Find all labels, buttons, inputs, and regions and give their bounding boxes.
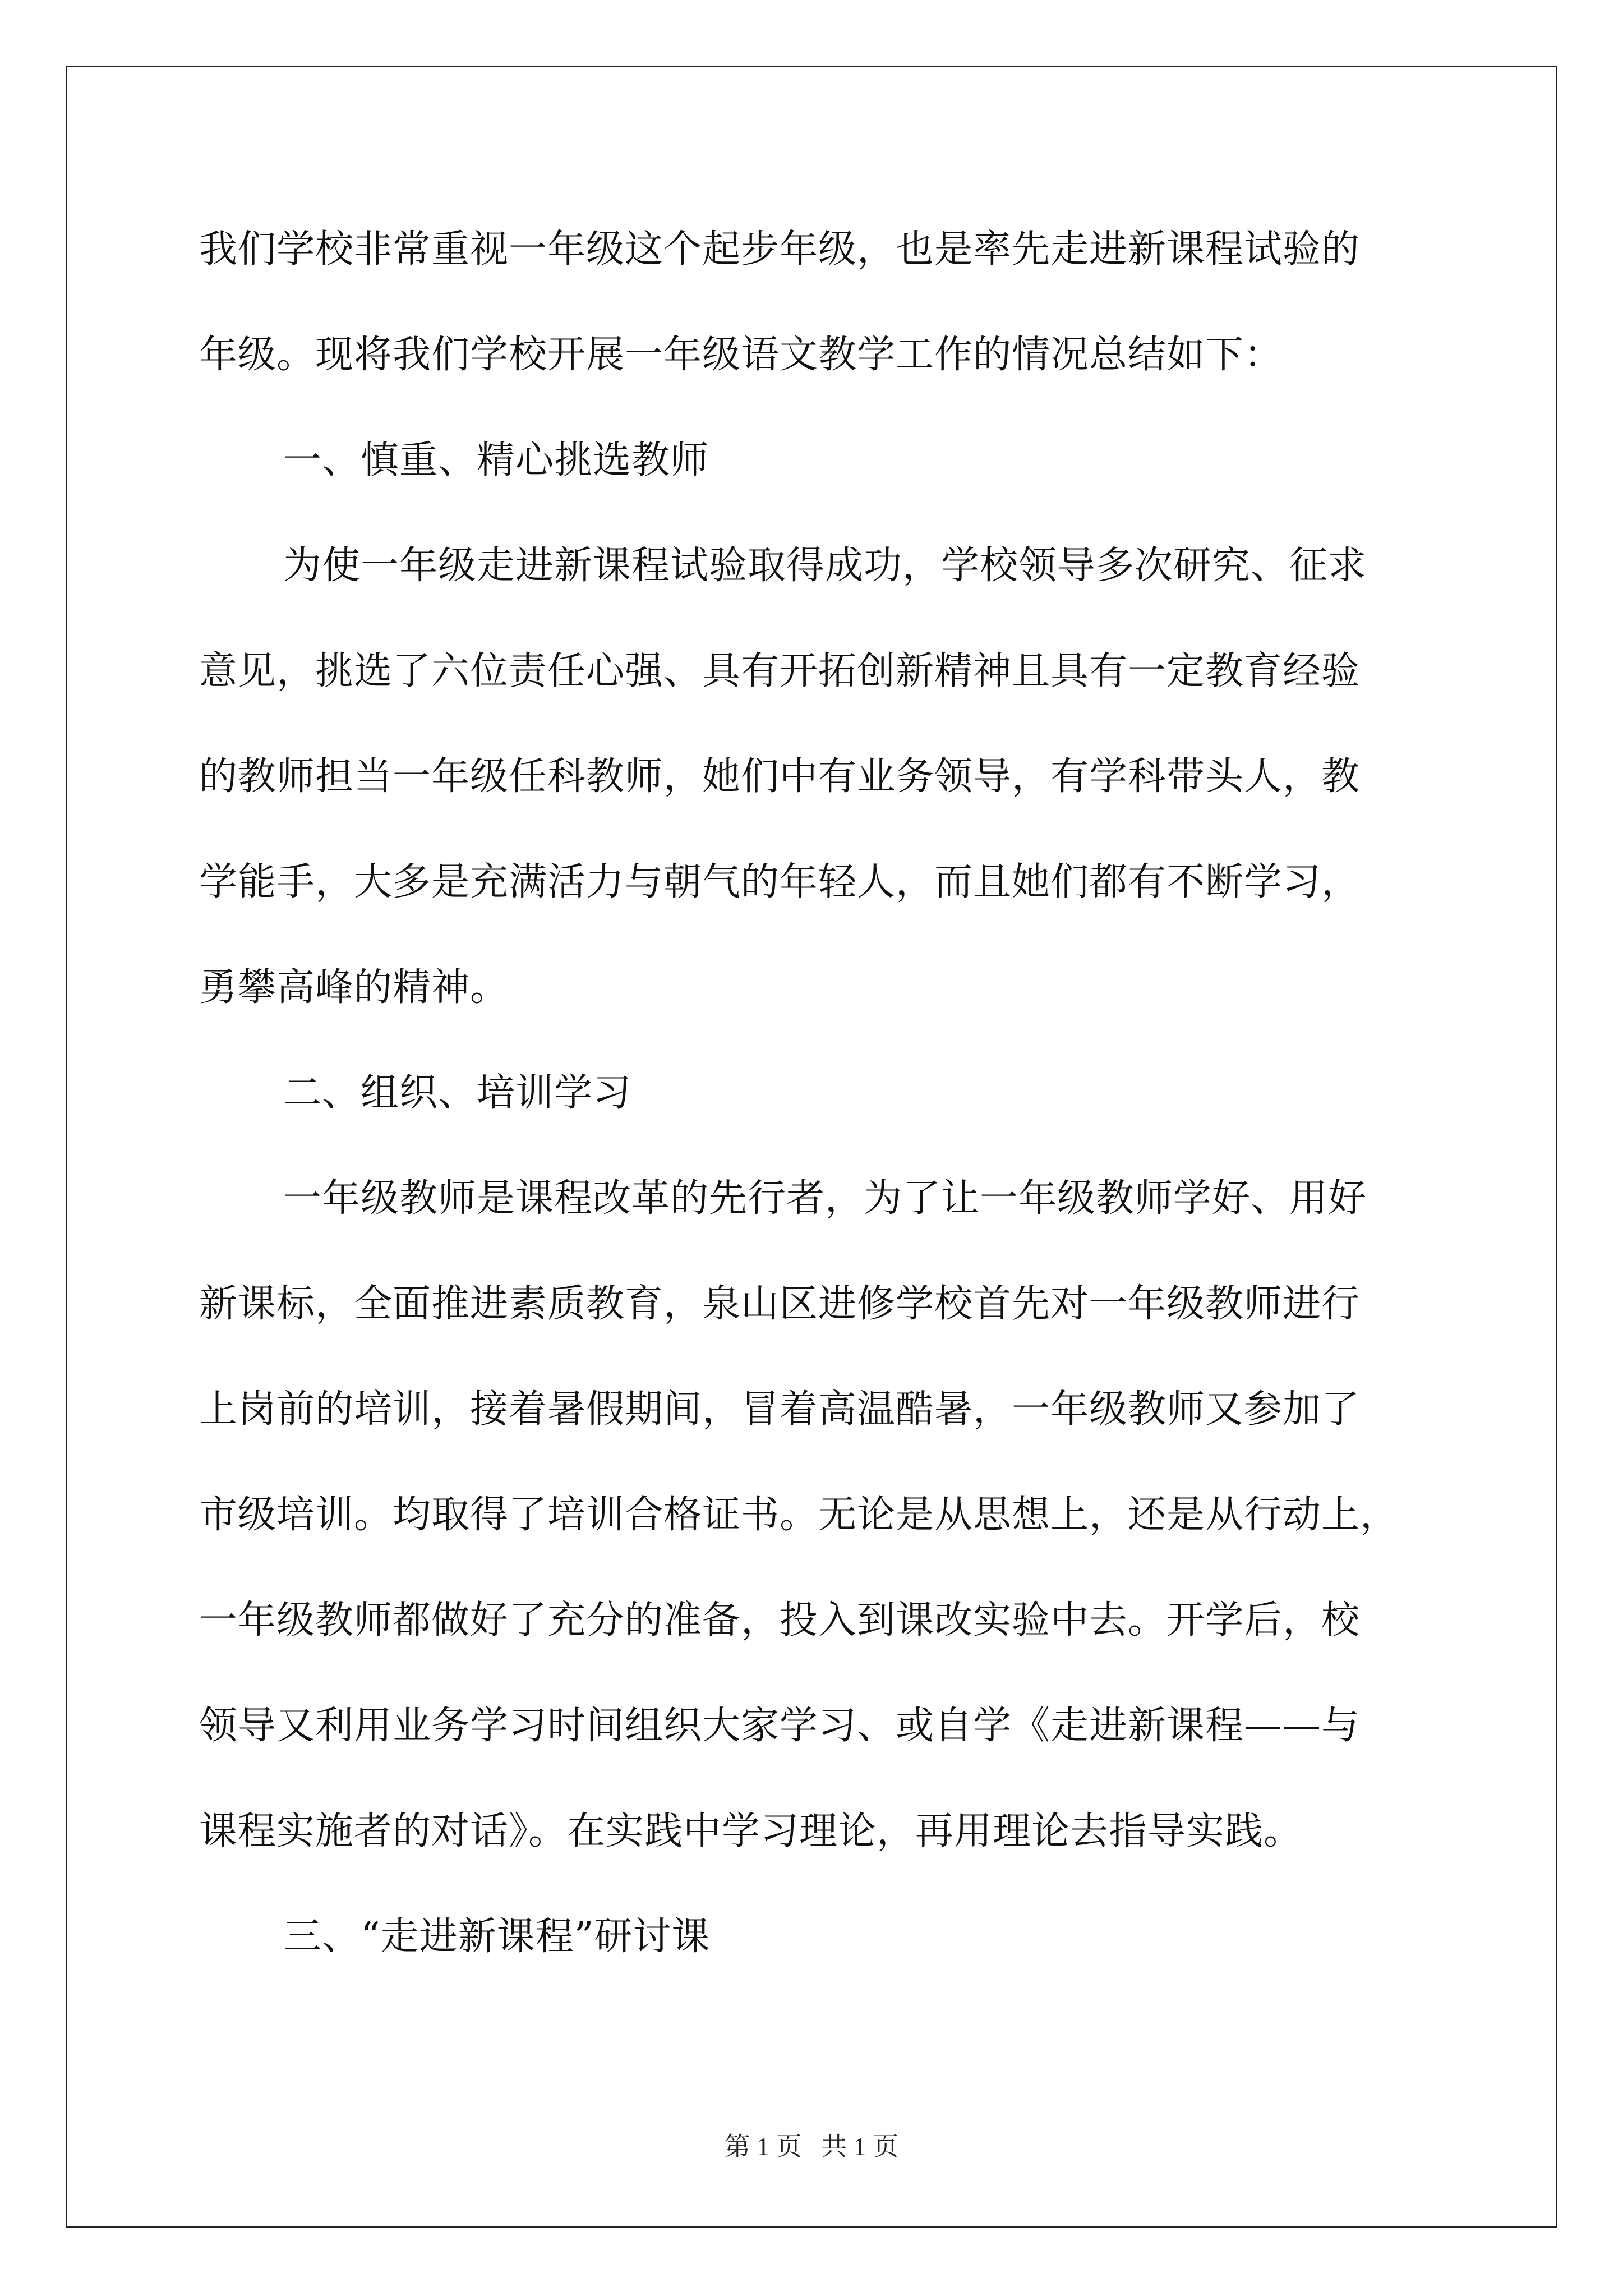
section-heading: 三、“走进新课程”研讨课 bbox=[283, 1915, 711, 1959]
text-line: 领导又利用业务学习时间组织大家学习、或自学《走进新课程——与 bbox=[199, 1704, 1361, 1748]
text-line: 为使一年级走进新课程试验取得成功，学校领导多次研究、征求 bbox=[283, 544, 1367, 588]
text-line: 课程实施者的对话》。在实践中学习理论，再用理论去指导实践。 bbox=[199, 1809, 1303, 1853]
section-heading: 一、慎重、精心挑选教师 bbox=[283, 438, 709, 482]
text-line: 一年级教师都做好了充分的准备，投入到课改实验中去。开学后，校 bbox=[199, 1598, 1361, 1642]
text-line: 意见，挑选了六位责任心强、具有开拓创新精神且具有一定教育经验 bbox=[199, 649, 1361, 693]
text-line: 新课标，全面推进素质教育，泉山区进修学校首先对一年级教师进行 bbox=[199, 1282, 1361, 1326]
text-line: 勇攀高峰的精神。 bbox=[199, 965, 509, 1010]
text-line: 上岗前的培训，接着暑假期间，冒着高温酷暑，一年级教师又参加了 bbox=[199, 1387, 1361, 1432]
text-line: 市级培训。均取得了培训合格证书。无论是从思想上，还是从行动上， bbox=[199, 1493, 1399, 1537]
text-line: 学能手，大多是充满活力与朝气的年轻人，而且她们都有不断学习， bbox=[199, 860, 1361, 904]
text-line: 一年级教师是课程改革的先行者，为了让一年级教师学好、用好 bbox=[283, 1176, 1367, 1221]
text-line: 年级。现将我们学校开展一年级语文教学工作的情况总结如下： bbox=[199, 333, 1283, 377]
text-line: 的教师担当一年级任科教师，她们中有业务领导，有学科带头人，教 bbox=[199, 754, 1361, 799]
document-body bbox=[199, 216, 1455, 2009]
page-number-footer: 第 1 页 共 1 页 bbox=[724, 2132, 899, 2161]
section-heading: 二、组织、培训学习 bbox=[283, 1071, 632, 1115]
text-line: 我们学校非常重视一年级这个起步年级，也是率先走进新课程试验的 bbox=[199, 227, 1361, 272]
